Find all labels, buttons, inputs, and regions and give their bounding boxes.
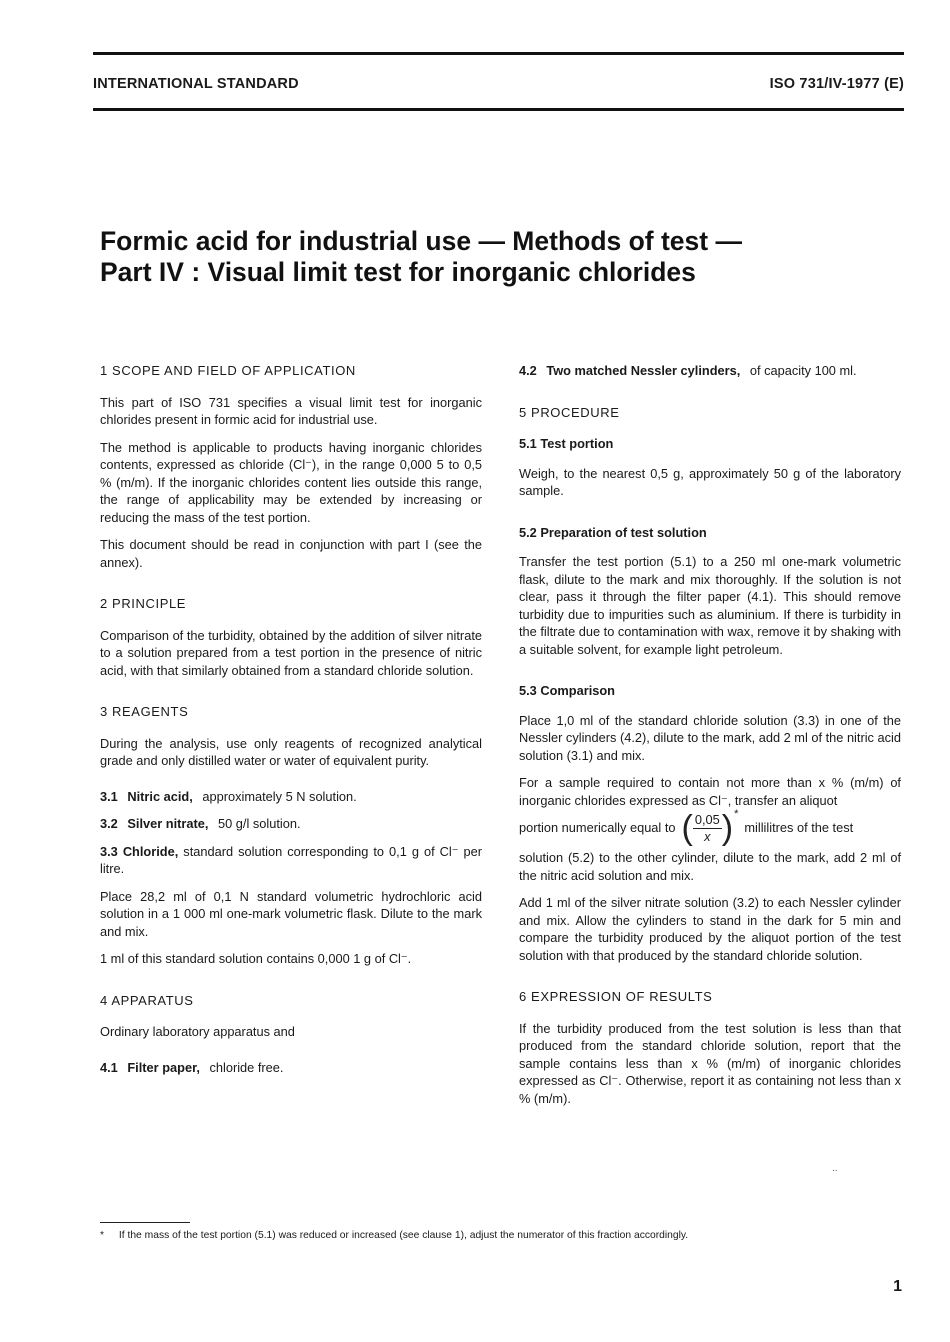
section-4-heading: 4 APPARATUS bbox=[100, 992, 194, 1008]
item-4-2 bbox=[519, 362, 901, 380]
item-4-1 bbox=[100, 1059, 482, 1077]
section-1-paragraph-2: The method is applicable to products having inorganic chlorides contents, expressed as chloride (Cl⁻), in the range 0,000 5 to 0,5 % (m/m). If the inorganic chlorides content lies outside this range, the range of applicability may be extended by increasing or reducing the mass of the test portion. bbox=[100, 439, 482, 525]
item-4-1-name: Filter paper, bbox=[127, 1059, 200, 1075]
section-1-paragraph-1: This part of ISO 731 specifies a visual limit test for inorganic chlorides present in formic acid for industrial use. bbox=[100, 394, 482, 427]
subsection-5-2-heading: 5.2 Preparation of test solution bbox=[519, 524, 707, 540]
item-4-2-number: 4.2 bbox=[519, 363, 537, 378]
section-4-paragraph-1: Ordinary laboratory apparatus and bbox=[100, 1024, 295, 1039]
item-3-3-number: 3.3 bbox=[100, 843, 118, 859]
document-title bbox=[100, 226, 820, 288]
section-6-paragraph-1: If the turbidity produced from the test solution is less than that produced from the standard chloride solution, report that the sample contains less than x % (m/m) of inorganic chlorides expressed as Cl⁻. Otherwise, report it as containing not less than x % (m/m). bbox=[519, 1020, 901, 1106]
item-4-1-number: 4.1 bbox=[100, 1059, 118, 1075]
header-bottom-rule bbox=[93, 108, 904, 111]
section-3-heading: 3 REAGENTS bbox=[100, 704, 189, 719]
section-6-heading: 6 EXPRESSION OF RESULTS bbox=[519, 989, 713, 1004]
fraction-denominator: x bbox=[704, 828, 711, 844]
subsection-5-2-paragraph: Transfer the test portion (5.1) to a 250 ml one-mark volumetric flask, dilute to the mark and mix thoroughly. If the solution is not clear, pass it through the filter paper (4.1). This should remove turbidity due to impurities such as aluminium. If there is turbidity in the filtrate due to contamination with wax, remove it by shaking with a suitable solvent, for example light petroleum. bbox=[519, 554, 901, 657]
subsection-5-1-heading: 5.1 Test portion bbox=[519, 436, 614, 451]
item-3-2-name: Silver nitrate, bbox=[127, 816, 209, 831]
footnote-text: If the mass of the test portion (5.1) was reduced or increased (see clause 1), adjust the numerator of this fraction accordingly. bbox=[118, 1230, 689, 1241]
item-3-2-number: 3.2 bbox=[100, 816, 118, 831]
item-3-3-text: standard solution corresponding to 0,1 g of Cl⁻ per litre. bbox=[100, 843, 482, 876]
header-document-number: ISO 731/IV-1977 (E) bbox=[769, 76, 904, 92]
aliquot-formula-line bbox=[519, 808, 901, 847]
footnote bbox=[100, 1229, 880, 1242]
header-standard-label: INTERNATIONAL STANDARD bbox=[93, 76, 299, 92]
subsection-5-3-heading: 5.3 Comparison bbox=[519, 683, 616, 698]
section-3-paragraph-2: Place 28,2 ml of 0,1 N standard volumetric hydrochloric acid solution in a 1 000 ml one-mark volumetric flask. Dilute to the mark and mix. bbox=[100, 888, 482, 939]
item-3-1-text: approximately 5 N solution. bbox=[202, 788, 357, 804]
item-3-3-name: Chloride, bbox=[122, 843, 179, 859]
item-4-1-text: chloride free. bbox=[209, 1059, 284, 1075]
section-2-paragraph-1: Comparison of the turbidity, obtained by the addition of silver nitrate to a solution prepared from a test portion in the presence of nitric acid, with that similarly obtained from a standard chloride solution. bbox=[100, 627, 482, 678]
footnote-mark: * bbox=[100, 1230, 105, 1241]
subsection-5-3-paragraph-1: Place 1,0 ml of the standard chloride solution (3.3) in one of the Nessler cylinders (4.2), dilute to the mark, add 2 ml of the nitric acid solution (3.1) and mix. bbox=[519, 712, 901, 763]
section-3-paragraph-3: 1 ml of this standard solution contains 0,000 1 g of Cl⁻. bbox=[100, 951, 412, 966]
title-line-2: Part IV : Visual limit test for inorganic chlorides bbox=[100, 257, 696, 287]
subsection-5-1-paragraph: Weigh, to the nearest 0,5 g, approximately 50 g of the laboratory sample. bbox=[519, 465, 901, 498]
subsection-5-3-paragraph-3: solution (5.2) to the other cylinder, dilute to the mark, add 2 ml of the nitric acid solution and mix. bbox=[519, 850, 901, 883]
scan-speck-marks: .. bbox=[832, 1163, 838, 1174]
section-3-paragraph-1: During the analysis, use only reagents of recognized analytical grade and only distilled water or water of equivalent purity. bbox=[100, 735, 482, 768]
left-column bbox=[100, 362, 482, 1086]
page-number: 1 bbox=[893, 1278, 902, 1295]
footnote-rule bbox=[100, 1222, 190, 1223]
section-1-heading: 1 SCOPE AND FIELD OF APPLICATION bbox=[100, 363, 356, 378]
left-paren-icon: ( bbox=[681, 809, 693, 847]
item-3-1-name: Nitric acid, bbox=[127, 788, 193, 804]
item-4-2-name: Two matched Nessler cylinders, bbox=[546, 363, 741, 378]
formula-lead-text: portion numerically equal to bbox=[519, 820, 676, 836]
section-2-heading: 2 PRINCIPLE bbox=[100, 596, 187, 611]
section-5-heading: 5 PROCEDURE bbox=[519, 404, 620, 420]
section-1-paragraph-3: This document should be read in conjunction with part I (see the annex). bbox=[100, 537, 482, 570]
header-top-rule bbox=[93, 52, 904, 55]
fraction-numerator: 0,05 bbox=[694, 811, 720, 827]
item-3-2 bbox=[100, 815, 482, 833]
aliquot-fraction bbox=[681, 808, 739, 847]
subsection-5-3-paragraph-4: Add 1 ml of the silver nitrate solution (3.2) to each Nessler cylinder and mix. Allow the cylinders to stand in the dark for 5 min and compare the turbidity produced by the aliquot portion of the test solution with that produced by the standard chloride solution. bbox=[519, 895, 901, 963]
right-paren-icon: ) bbox=[721, 809, 734, 847]
fraction-body bbox=[693, 812, 722, 845]
subsection-5-3-paragraph-2: For a sample required to contain not more than x % (m/m) of inorganic chlorides expressed as Cl⁻, transfer an aliquot bbox=[519, 775, 901, 808]
formula-trail-text: millilitres of the test bbox=[744, 820, 854, 836]
title-line-1: Formic acid for industrial use — Methods of test — bbox=[100, 226, 742, 256]
item-3-1 bbox=[100, 788, 482, 806]
item-3-1-number: 3.1 bbox=[100, 788, 118, 804]
right-column bbox=[519, 362, 901, 1117]
footnote-reference-mark: * bbox=[734, 808, 739, 821]
item-3-3 bbox=[100, 843, 482, 878]
item-3-2-text: 50 g/l solution. bbox=[218, 816, 301, 831]
item-4-2-text: of capacity 100 ml. bbox=[749, 363, 857, 378]
